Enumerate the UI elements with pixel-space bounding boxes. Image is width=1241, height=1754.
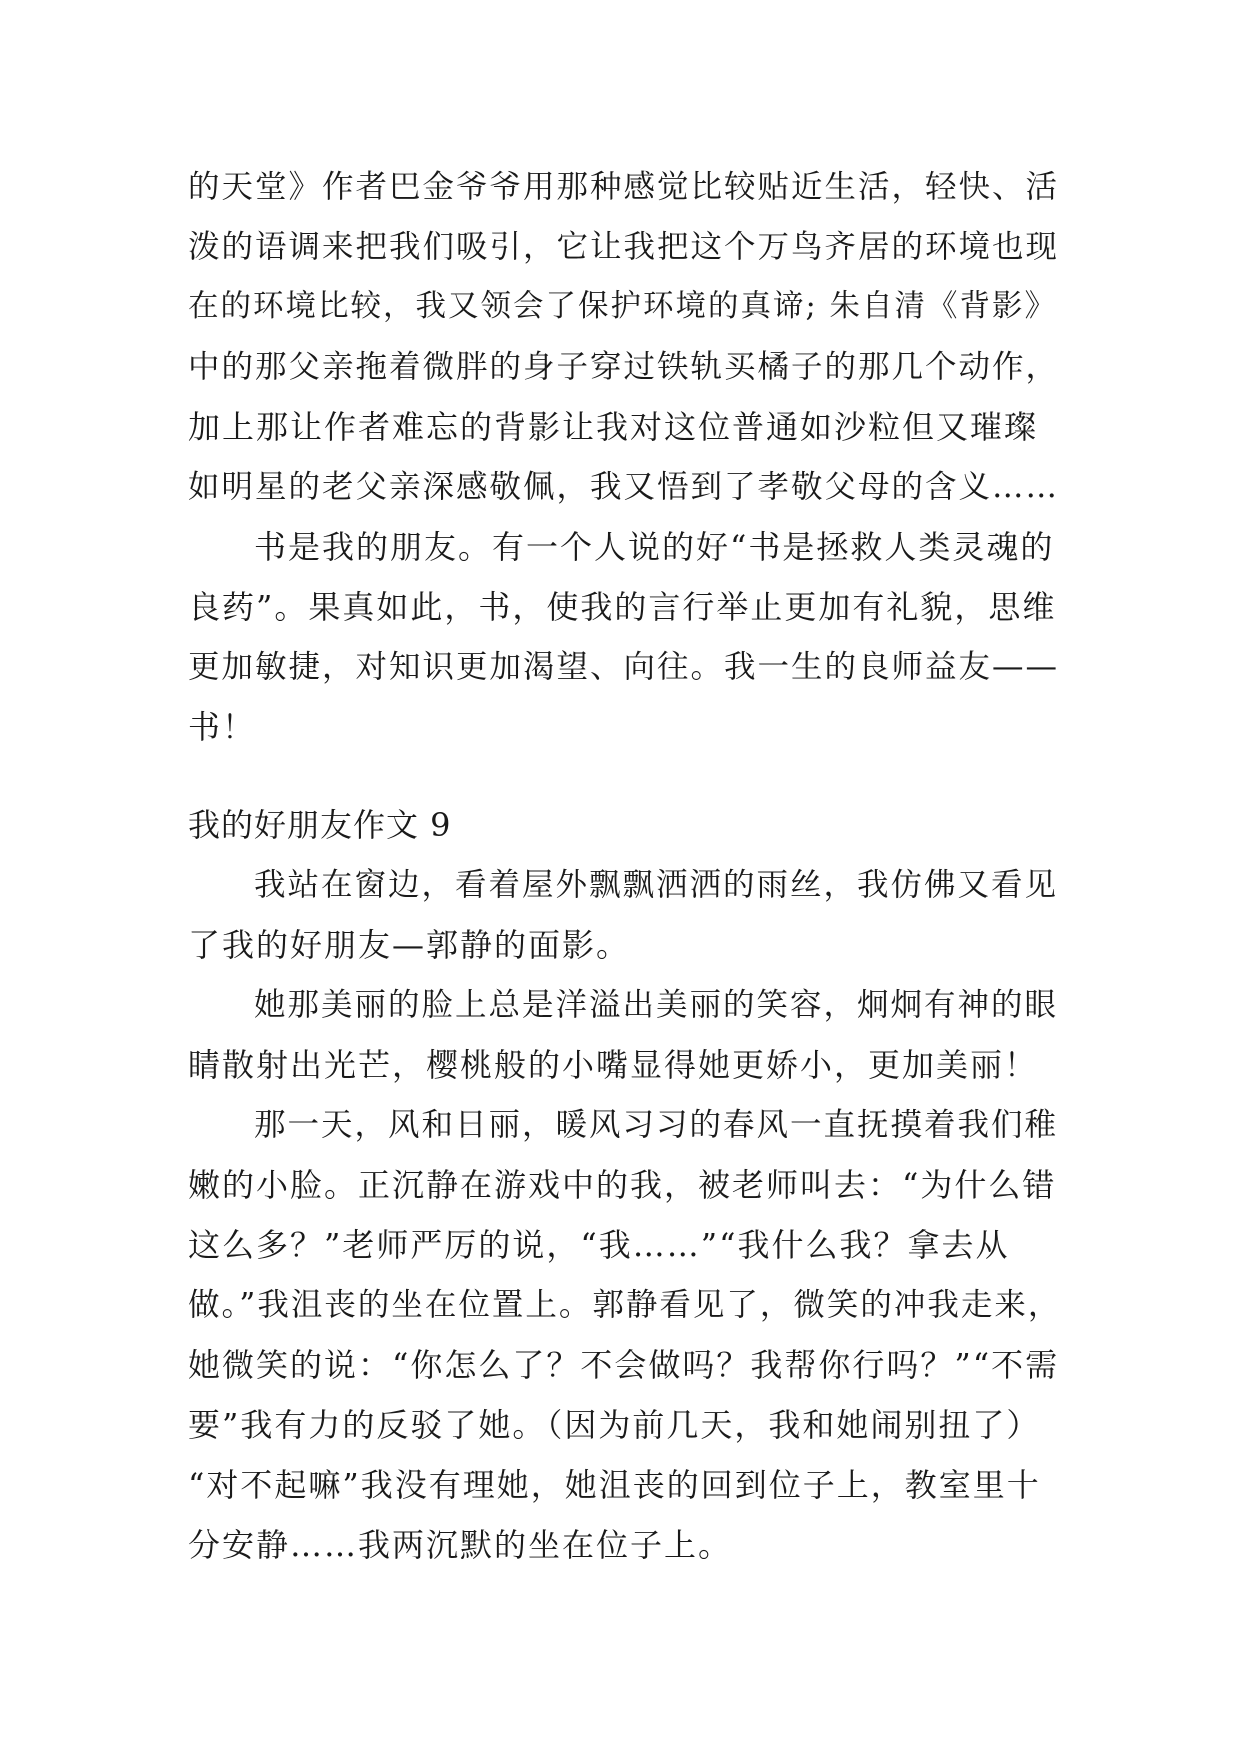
paragraph-line: 嫩的小脸。正沉静在游戏中的我，被老师叫去：“为什么错 <box>188 1166 1057 1204</box>
paragraph-line: 中的那父亲拖着微胖的身子穿过铁轨买橘子的那几个动作， <box>188 349 1060 385</box>
paragraph-line: 书！ <box>188 708 257 746</box>
paragraph-line: 的天堂》作者巴金爷爷用那种感觉比较贴近生活，轻快、活 <box>188 169 1060 205</box>
paragraph-line: 那一天，风和日丽，暖风习习的春风一直抚摸着我们稚 <box>254 1107 1059 1143</box>
paragraph-line: 在的环境比较，我又领会了保护环境的真谛; 朱自清《背影》 <box>188 289 1057 324</box>
paragraph-line: 要”我有力的反驳了她。（因为前几天，我和她闹别扭了） <box>188 1406 1041 1444</box>
paragraph-line: 加上那让作者难忘的背影让我对这位普通如沙粒但又璀璨 <box>188 408 1039 446</box>
paragraph-line: 良药”。果真如此，书，使我的言行举止更加有礼貌，思维 <box>188 588 1057 626</box>
paragraph-line: 如明星的老父亲深感敬佩，我又悟到了孝敬父母的含义…… <box>188 469 1060 505</box>
paragraph-line: 了我的好朋友—郭静的面影。 <box>188 926 631 964</box>
paragraph-line: 她那美丽的脸上总是洋溢出美丽的笑容，炯炯有神的眼 <box>254 987 1059 1023</box>
paragraph-line: 她微笑的说：“你怎么了？不会做吗？我帮你行吗？”“不需 <box>188 1346 1060 1384</box>
paragraph-line: 分安静……我两沉默的坐在位子上。 <box>188 1526 733 1564</box>
paragraph-line: 这么多？”老师严厉的说，“我……”“我什么我？拿去从 <box>188 1226 1010 1264</box>
paragraph-line: 睛散射出光芒，樱桃般的小嘴显得她更娇小，更加美丽！ <box>188 1046 1039 1084</box>
paragraph-line: 书是我的朋友。有一个人说的好“书是拯救人类灵魂的 <box>254 528 1055 566</box>
paragraph-line: 做。”我沮丧的坐在位置上。郭静看见了，微笑的冲我走来， <box>188 1287 1062 1323</box>
paragraph-line: 泼的语调来把我们吸引，它让我把这个万鸟齐居的环境也现 <box>188 229 1060 265</box>
paragraph-line: “对不起嘛”我没有理她，她沮丧的回到位子上，教室里十 <box>188 1466 1041 1504</box>
paragraph-line: 更加敏捷，对知识更加渴望、向往。我一生的良师益友—— <box>188 649 1060 685</box>
essay-title: 我的好朋友作文 9 <box>188 806 452 844</box>
paragraph-line: 我站在窗边，看着屋外飘飘洒洒的雨丝，我仿佛又看见 <box>254 867 1059 903</box>
